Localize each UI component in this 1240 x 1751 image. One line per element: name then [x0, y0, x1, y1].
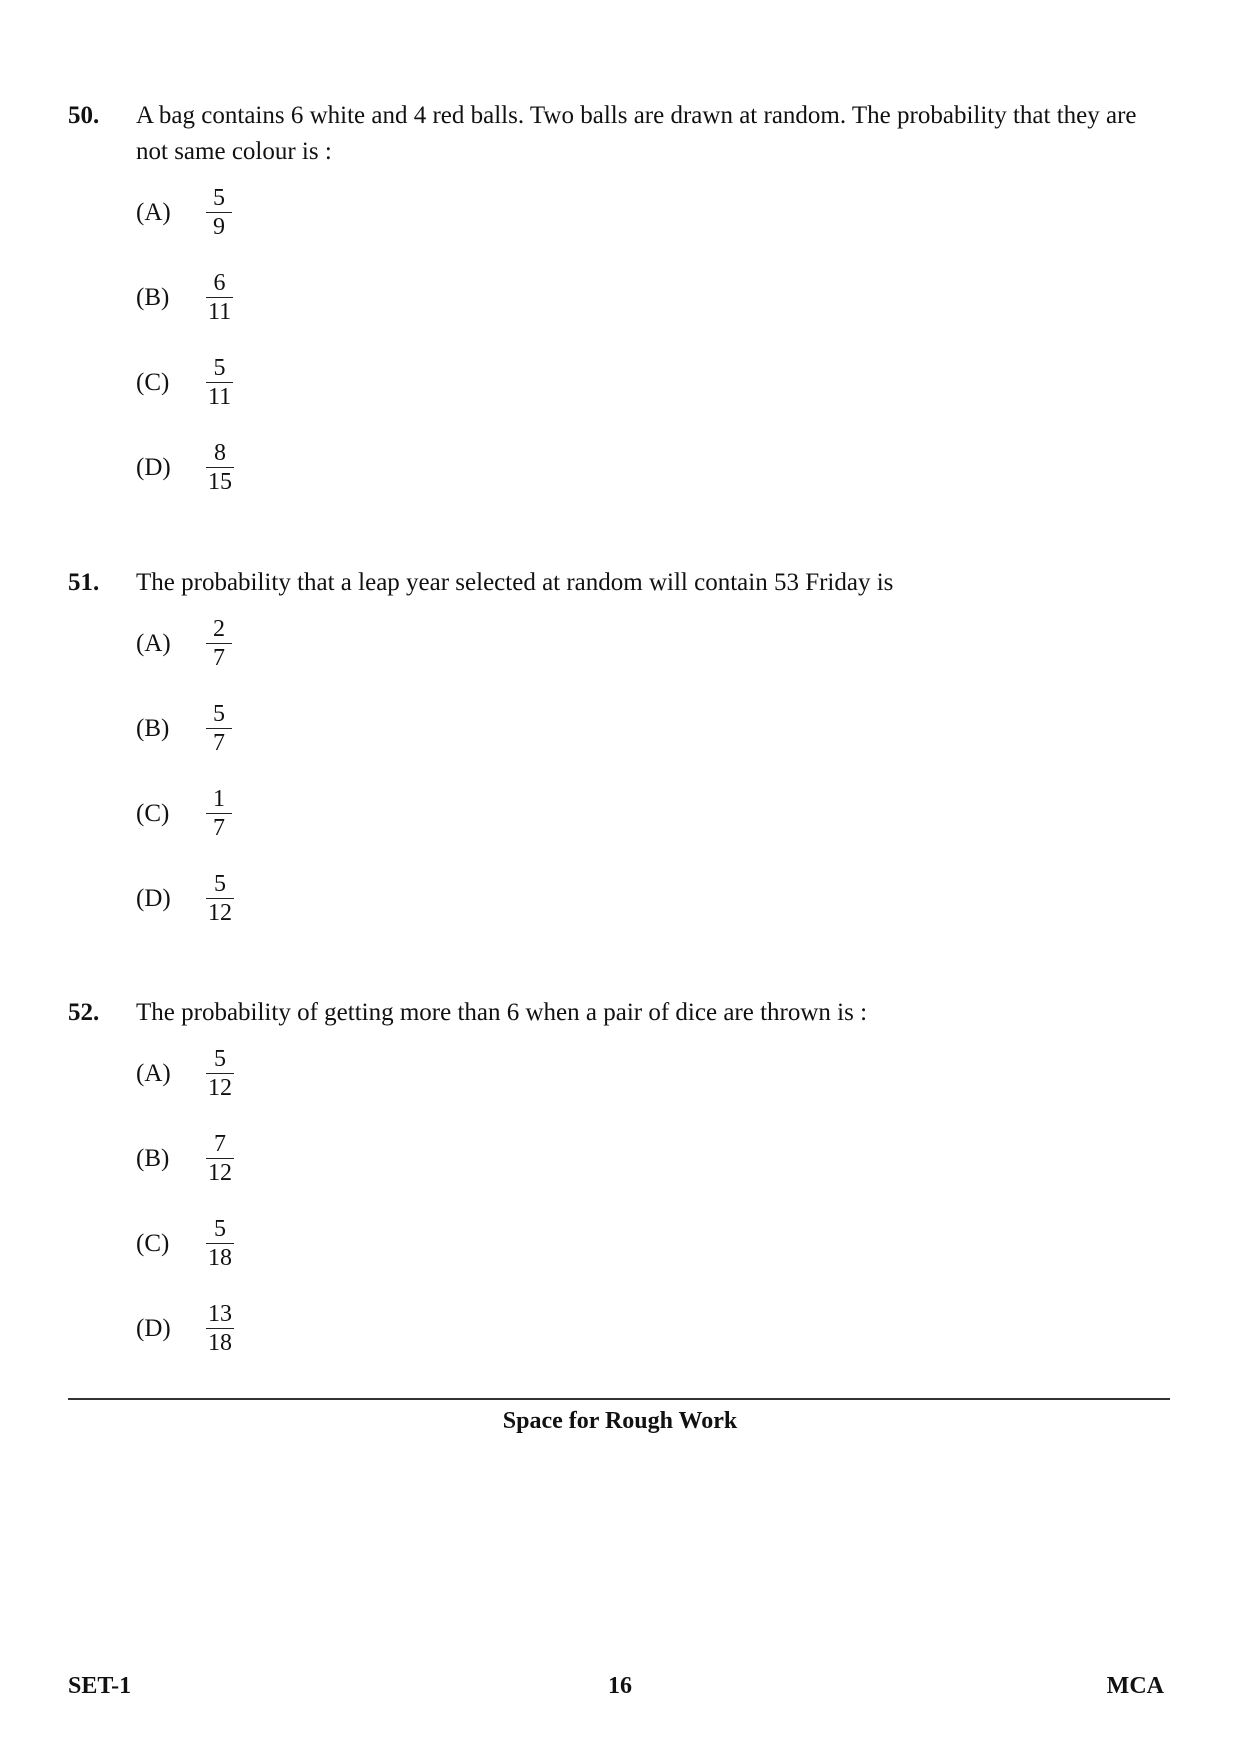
option-label: (B): [136, 714, 170, 742]
question-text: The probability that a leap year selected at random will contain 53 Friday is: [136, 569, 894, 596]
numerator: 5: [214, 1046, 226, 1072]
fraction: [206, 1215, 234, 1272]
option-label: (D): [136, 453, 171, 481]
option-label: (B): [136, 283, 170, 311]
fraction: [206, 700, 232, 757]
option-d: [136, 425, 1168, 510]
fraction: [206, 870, 234, 927]
footer-subject: MCA: [1106, 1673, 1164, 1699]
denominator: 7: [206, 728, 232, 757]
option-c: [136, 771, 1168, 856]
option-d: [136, 1286, 1168, 1371]
question-number: 50.: [68, 102, 100, 129]
fraction: [206, 269, 233, 326]
denominator: 11: [208, 384, 232, 410]
option-label: (A): [136, 198, 171, 226]
rough-work-heading: Space for Rough Work: [502, 1408, 738, 1434]
numerator: 5: [214, 1216, 226, 1242]
footer-page-number: 16: [608, 1673, 632, 1699]
denominator: 7: [206, 643, 232, 672]
option-label: (C): [136, 368, 170, 396]
option-a: [136, 170, 1168, 255]
option-b: [136, 1116, 1168, 1201]
fraction: [206, 615, 232, 672]
question-52: [68, 995, 1168, 1371]
numerator: 5: [214, 871, 226, 897]
denominator: 18: [208, 1330, 232, 1356]
option-b: [136, 255, 1168, 340]
question-50: [68, 98, 1168, 510]
denominator: 9: [206, 212, 232, 241]
rough-work-divider: [68, 1398, 1170, 1400]
numerator: 5: [213, 701, 225, 727]
denominator: 15: [208, 469, 232, 495]
question-text: A bag contains 6 white and 4 red balls. Two balls are drawn at random. The probability that they are not same colour is :: [136, 102, 1137, 165]
option-c: [136, 340, 1168, 425]
numerator: 2: [213, 616, 225, 642]
option-a: [136, 1031, 1168, 1116]
question-number: 52.: [68, 999, 100, 1026]
option-label: (A): [136, 629, 171, 657]
denominator: 12: [208, 1075, 232, 1101]
fraction: [206, 184, 232, 241]
numerator: 1: [213, 786, 225, 812]
numerator: 13: [208, 1301, 232, 1327]
denominator: 7: [206, 813, 232, 842]
option-list: [136, 170, 1168, 510]
numerator: 7: [214, 1131, 226, 1157]
question-text: The probability of getting more than 6 when a pair of dice are thrown is :: [136, 999, 868, 1026]
question-51: [68, 565, 1168, 941]
question-number: 51.: [68, 569, 100, 596]
footer-set-label: SET-1: [68, 1673, 132, 1699]
denominator: 11: [208, 299, 232, 325]
option-a: [136, 601, 1168, 686]
fraction: [206, 1130, 234, 1187]
fraction: [206, 439, 234, 496]
numerator: 6: [213, 270, 226, 296]
option-label: (C): [136, 1229, 170, 1257]
fraction: [206, 354, 233, 411]
option-b: [136, 686, 1168, 771]
fraction: [206, 1300, 234, 1357]
option-label: (A): [136, 1059, 171, 1087]
numerator: 5: [213, 355, 226, 381]
option-label: (B): [136, 1144, 170, 1172]
option-d: [136, 856, 1168, 941]
fraction: [206, 1045, 234, 1102]
denominator: 12: [208, 900, 232, 926]
fraction: [206, 785, 232, 842]
option-label: (D): [136, 884, 171, 912]
denominator: 18: [208, 1245, 232, 1271]
denominator: 12: [208, 1160, 232, 1186]
numerator: 8: [214, 440, 226, 466]
option-c: [136, 1201, 1168, 1286]
option-list: [136, 1031, 1168, 1371]
option-list: [136, 601, 1168, 941]
option-label: (C): [136, 799, 170, 827]
option-label: (D): [136, 1314, 171, 1342]
numerator: 5: [213, 185, 225, 211]
